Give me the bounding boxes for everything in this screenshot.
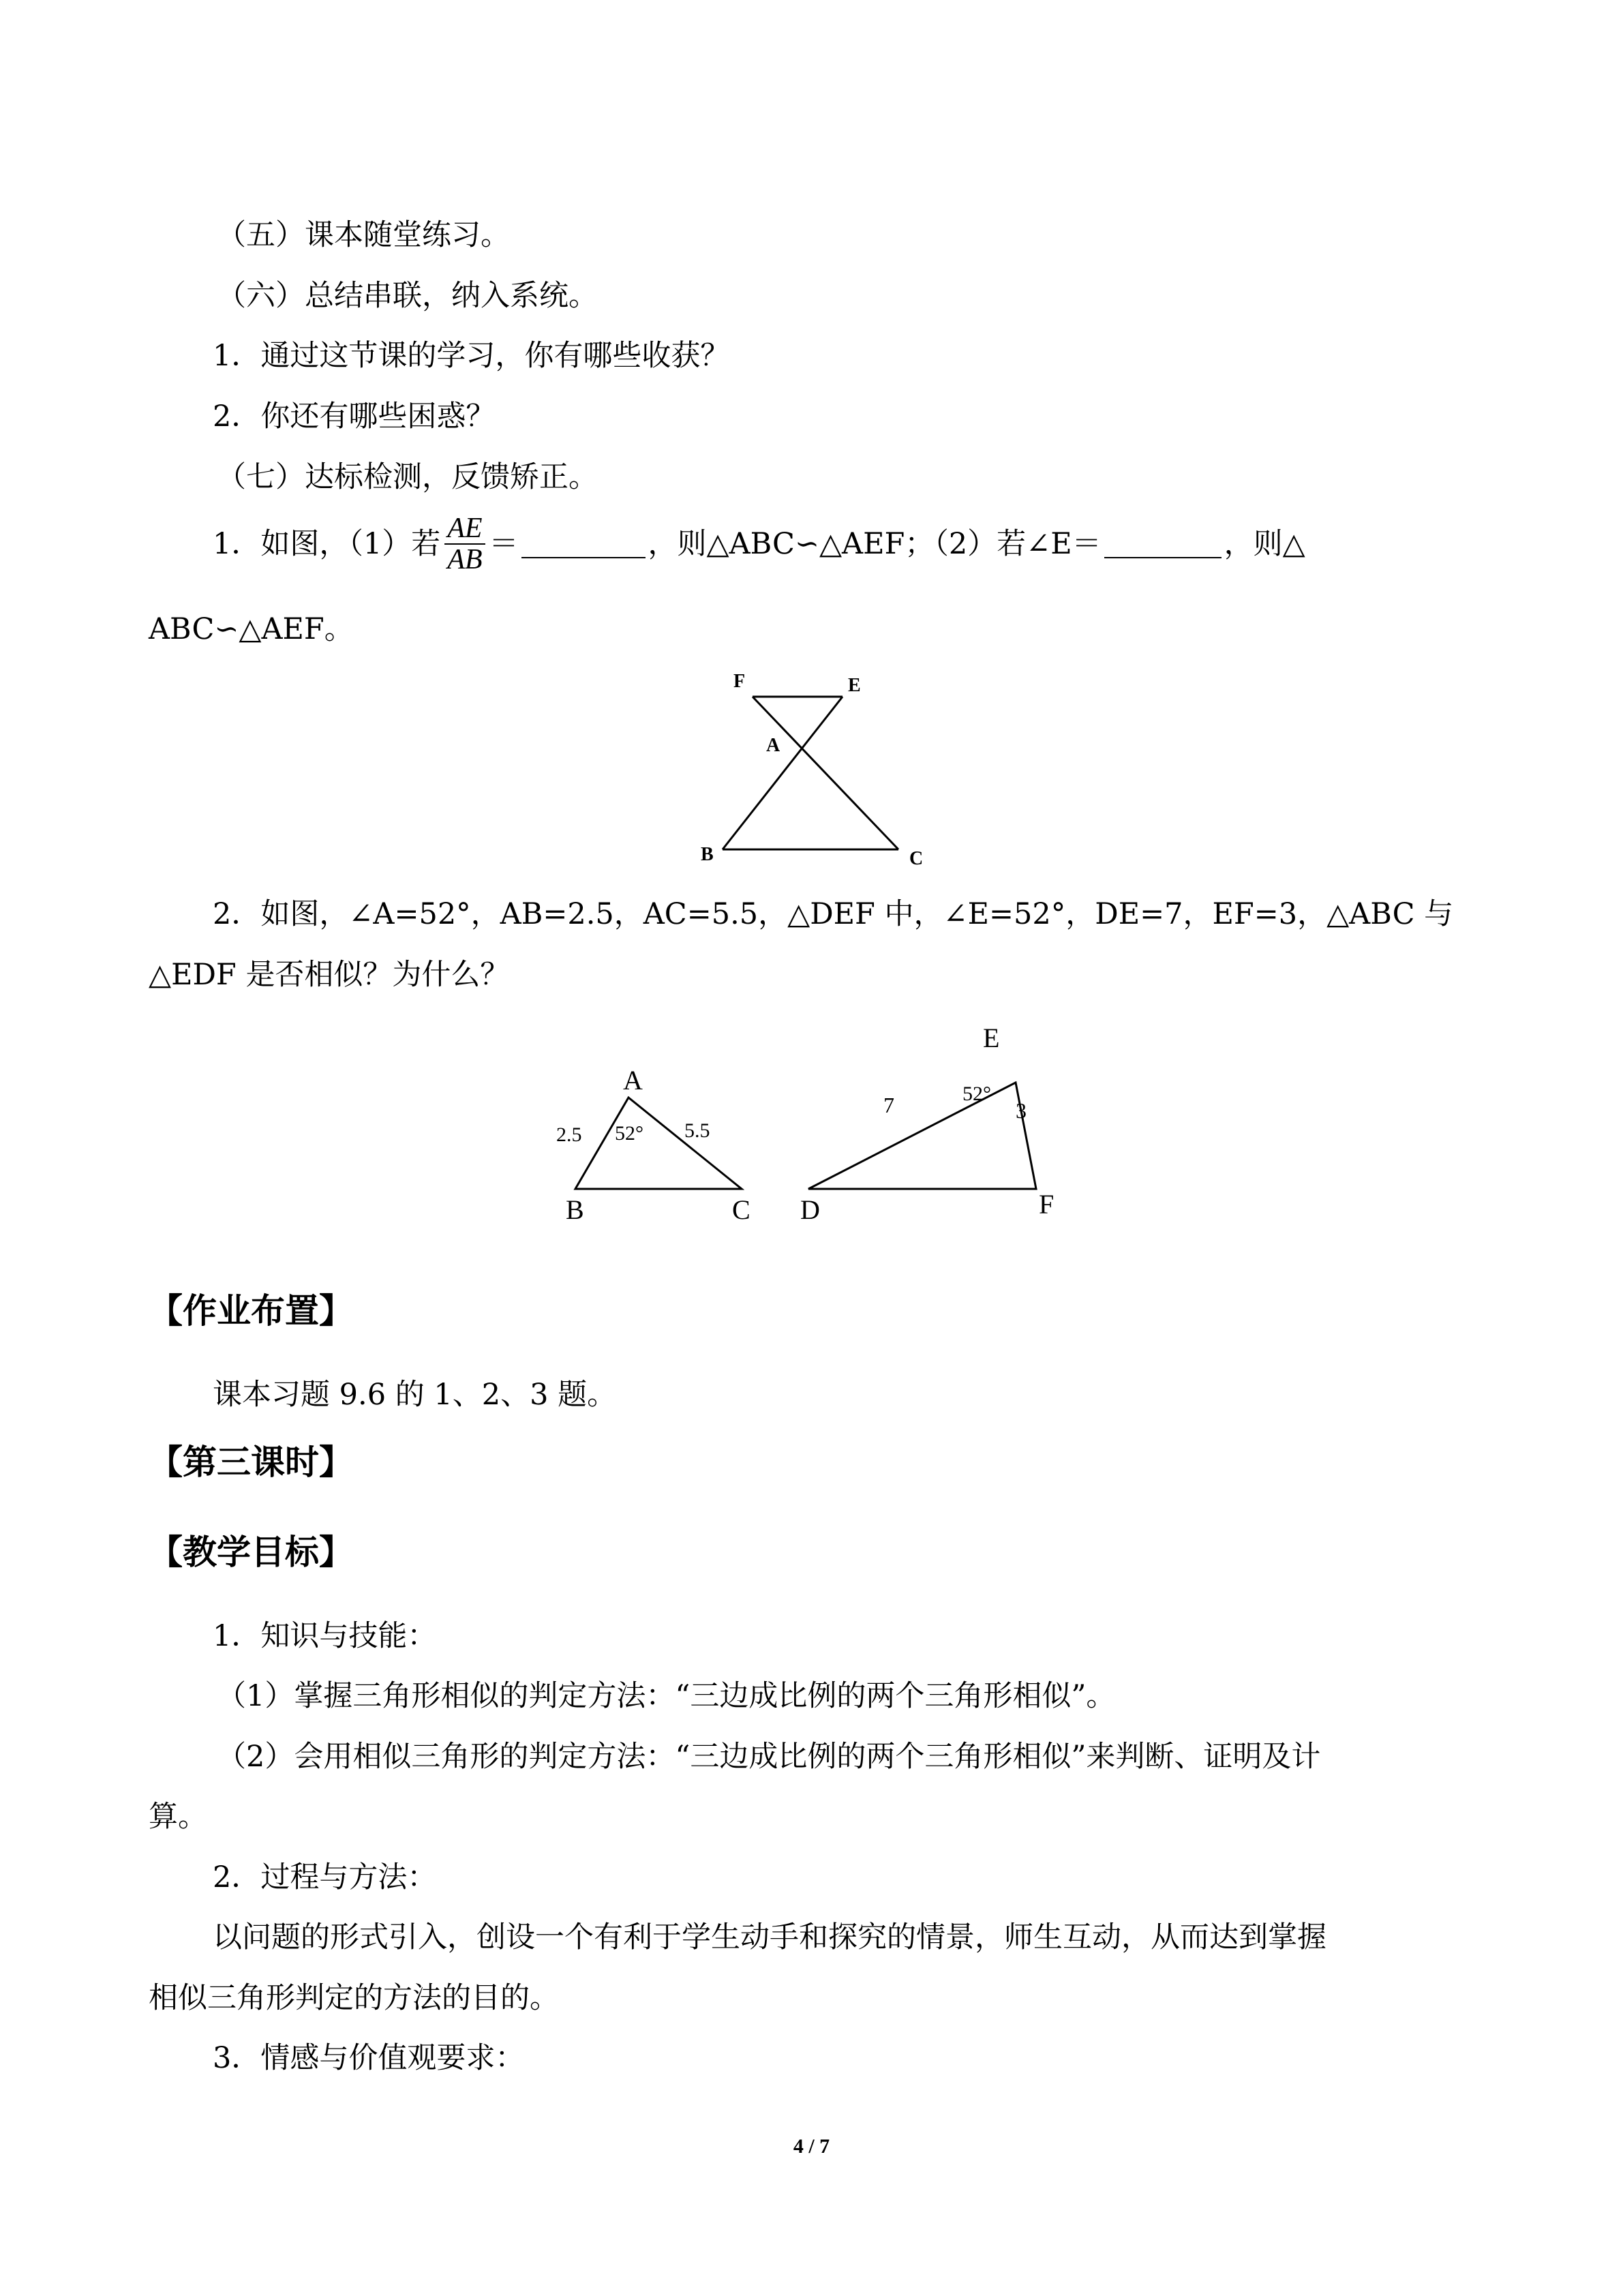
label-c: C <box>909 848 924 869</box>
exercise-1-prefix: 1．如图，（1）若 <box>213 526 441 561</box>
teaching-goals-heading: 【教学目标】 <box>149 1532 353 1572</box>
goal-3-title: 3．情感与价值观要求： <box>213 2041 525 2075</box>
triangle-abc <box>575 1098 742 1189</box>
question-2-text: 2．你还有哪些困惑？ <box>213 399 496 434</box>
vertex-d-label: D <box>800 1194 820 1225</box>
goal-1-title: 1．知识与技能： <box>213 1619 437 1653</box>
angle-e-measure: 52° <box>962 1083 991 1105</box>
triangle-def <box>808 1083 1036 1189</box>
side-ab-length: 2.5 <box>556 1123 582 1146</box>
homework-heading: 【作业布置】 <box>149 1291 353 1331</box>
label-e: E <box>848 675 861 696</box>
homework-text: 课本习题 9.6 的 1、2、3 题。 <box>213 1378 617 1412</box>
vertex-b-label: B <box>566 1194 584 1225</box>
vertex-a-label: A <box>623 1065 643 1096</box>
goal-2-line-2: 相似三角形判定的方法的目的。 <box>149 1981 559 2015</box>
exercise-2-line-1: 2．如图，∠A=52°，AB=2.5，AC=5.5，△DEF 中，∠E=52°，DE=7，EF=3，△ABC 与 <box>213 897 1454 931</box>
fraction-numerator: AE <box>444 513 485 545</box>
fraction-denominator: AB <box>447 544 483 575</box>
page-number: 4 / 7 <box>793 2135 830 2158</box>
exercise-1-line <box>213 504 1305 584</box>
equals-sign: ＝ <box>489 526 519 561</box>
exercise-1-middle: ，则△ABC∽△AEF；（2）若∠E＝ <box>648 526 1102 561</box>
ratio-fraction <box>444 513 485 575</box>
question-1-text: 1．通过这节课的学习，你有哪些收获？ <box>213 339 730 373</box>
exercise-2-line-2: △EDF 是否相似？为什么？ <box>149 958 510 992</box>
vertex-f-label: F <box>1039 1189 1055 1220</box>
section-6-text: （六）总结串联，纳入系统。 <box>217 279 598 313</box>
answer-blank-1[interactable] <box>521 530 646 558</box>
side-ef-length: 3 <box>1016 1098 1027 1123</box>
goal-1b-line-1: （2）会用相似三角形的判定方法：“三边成比例的两个三角形相似”来判断、证明及计 <box>217 1740 1321 1774</box>
section-7-text: （七）达标检测，反馈矫正。 <box>217 460 598 494</box>
section-5-text: （五）课本随堂练习。 <box>217 218 510 252</box>
label-f: F <box>733 671 746 692</box>
vertex-c-label: C <box>732 1194 750 1225</box>
label-a: A <box>766 735 780 756</box>
exercise-1-end: ，则△ <box>1224 526 1305 561</box>
figure-crossed-triangles <box>682 661 954 873</box>
goal-1a-text: （1）掌握三角形相似的判定方法：“三边成比例的两个三角形相似”。 <box>217 1679 1116 1713</box>
goal-2-title: 2．过程与方法： <box>213 1860 437 1894</box>
label-b: B <box>701 844 714 865</box>
exercise-1-line-2: ABC∽△AEF。 <box>149 612 354 646</box>
goal-1b-line-2: 算。 <box>149 1800 207 1834</box>
angle-a-measure: 52° <box>615 1122 643 1145</box>
side-ac-length: 5.5 <box>684 1119 710 1142</box>
lesson-3-heading: 【第三课时】 <box>149 1442 353 1482</box>
figure-two-triangles <box>539 1016 1084 1241</box>
side-de-length: 7 <box>883 1093 894 1117</box>
vertex-e-label: E <box>983 1023 1000 1053</box>
answer-blank-2[interactable] <box>1104 530 1222 558</box>
goal-2-line-1: 以问题的形式引入，创设一个有利于学生动手和探究的情景，师生互动，从而达到掌握 <box>213 1920 1326 1954</box>
